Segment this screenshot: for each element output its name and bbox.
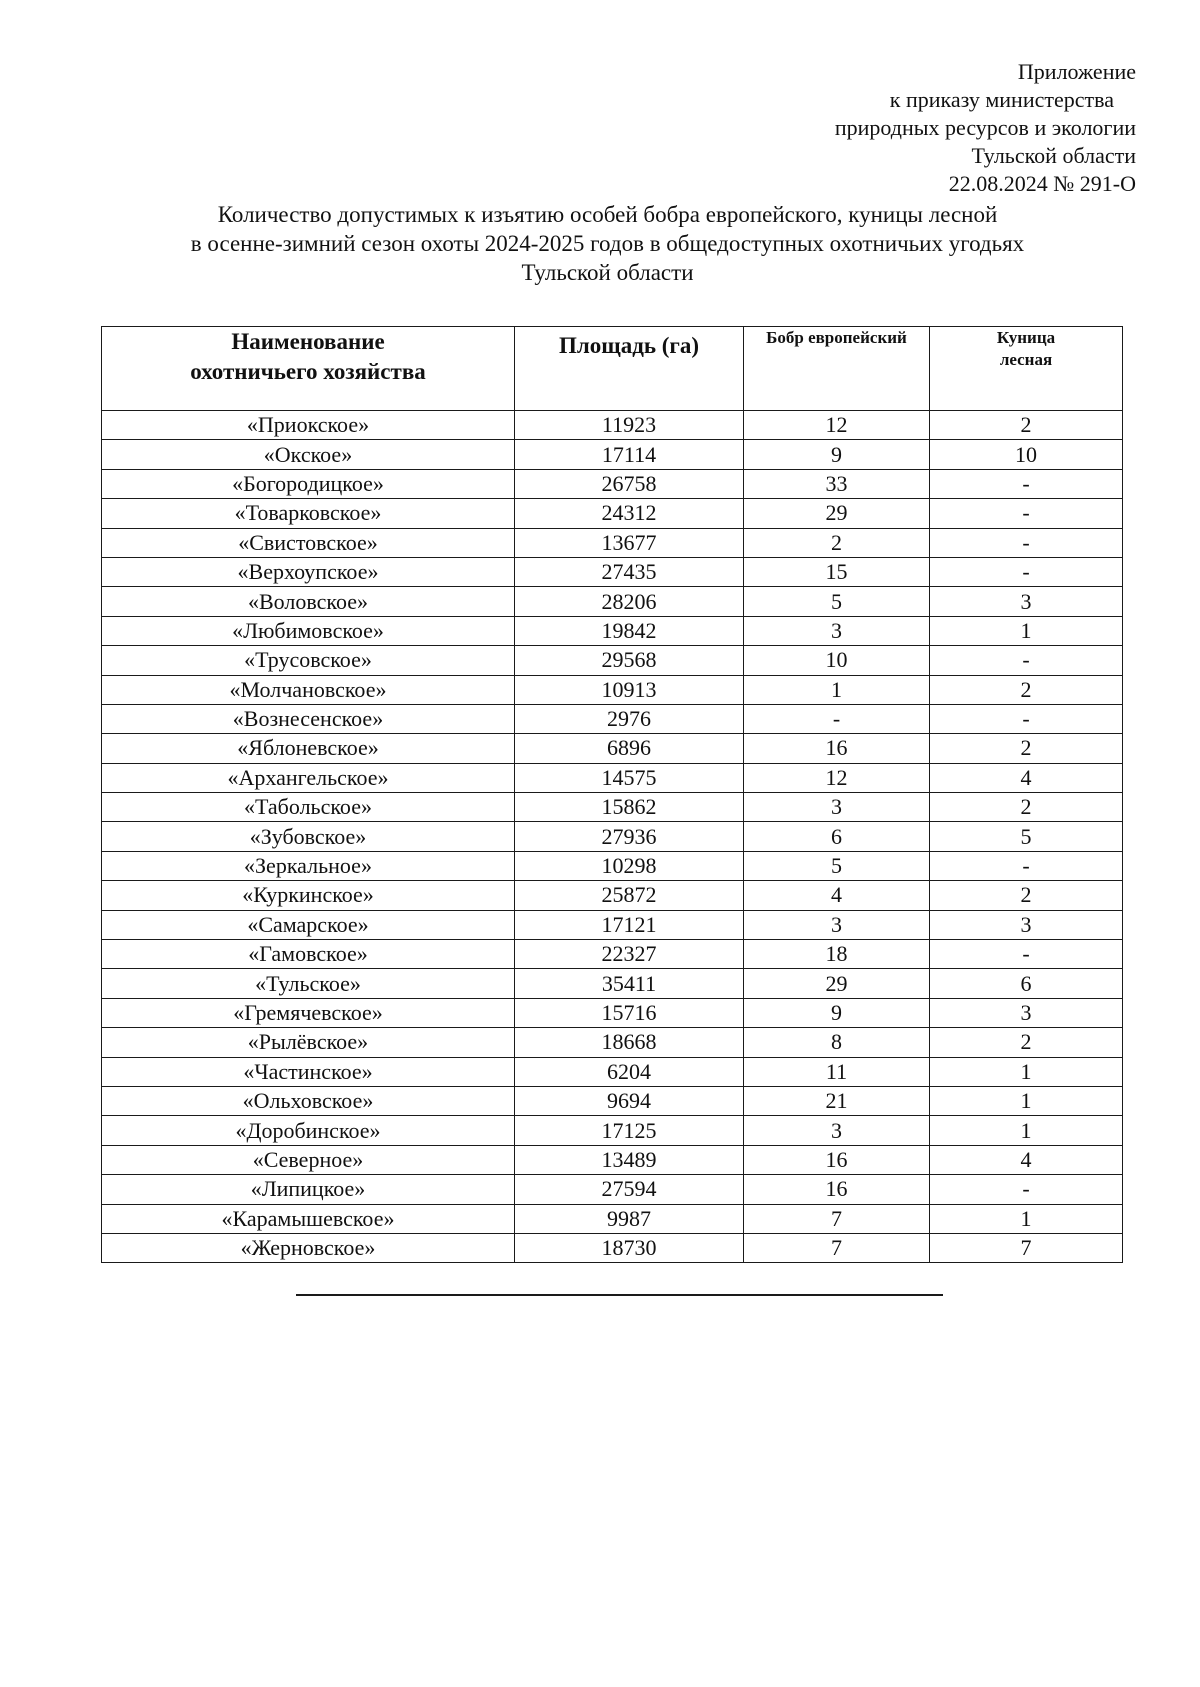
area-cell: 29568 [515,646,744,675]
hunting-farm-name-cell: «Приокское» [102,411,515,440]
area-cell: 6896 [515,734,744,763]
quota-table [101,326,1123,1263]
beaver-count-cell: 3 [744,793,930,822]
area-cell: 18730 [515,1233,744,1262]
area-cell: 10913 [515,675,744,704]
marten-count-cell: 10 [930,440,1123,469]
beaver-count-cell: 3 [744,1116,930,1145]
beaver-count-cell: 12 [744,411,930,440]
beaver-count-cell: 16 [744,1145,930,1174]
table-row [102,1233,1123,1262]
area-cell: 11923 [515,411,744,440]
area-cell: 17121 [515,910,744,939]
marten-count-cell: - [930,557,1123,586]
area-cell: 18668 [515,1028,744,1057]
hunting-farm-name-cell: «Частинское» [102,1057,515,1086]
area-cell: 14575 [515,763,744,792]
area-cell: 27435 [515,557,744,586]
area-cell: 15716 [515,998,744,1027]
marten-count-cell: - [930,646,1123,675]
table-row [102,440,1123,469]
area-cell: 9694 [515,1086,744,1115]
beaver-count-cell: 16 [744,1175,930,1204]
header-beaver: Бобр европейский [744,327,930,411]
hunting-farm-name-cell: «Доробинское» [102,1116,515,1145]
marten-count-cell: 1 [930,1086,1123,1115]
beaver-count-cell: 21 [744,1086,930,1115]
table-row [102,469,1123,498]
hunting-farm-name-cell: «Самарское» [102,910,515,939]
beaver-count-cell: 11 [744,1057,930,1086]
beaver-count-cell: 1 [744,675,930,704]
marten-count-cell: 3 [930,587,1123,616]
hunting-farm-name-cell: «Гремячевское» [102,998,515,1027]
hunting-farm-name-cell: «Архангельское» [102,763,515,792]
marten-count-cell: 2 [930,675,1123,704]
marten-count-cell: - [930,851,1123,880]
area-cell: 15862 [515,793,744,822]
area-cell: 27594 [515,1175,744,1204]
table-row [102,998,1123,1027]
hunting-farm-name-cell: «Табольское» [102,793,515,822]
marten-count-cell: 1 [930,616,1123,645]
beaver-count-cell: 9 [744,998,930,1027]
beaver-count-cell: - [744,704,930,733]
hunting-farm-name-cell: «Карамышевское» [102,1204,515,1233]
table-row [102,969,1123,998]
hunting-farm-name-cell: «Трусовское» [102,646,515,675]
hunting-farm-name-cell: «Тульское» [102,969,515,998]
area-cell: 13489 [515,1145,744,1174]
table-row [102,1175,1123,1204]
table-row [102,940,1123,969]
hunting-farm-name-cell: «Ольховское» [102,1086,515,1115]
beaver-count-cell: 9 [744,440,930,469]
table-row [102,1086,1123,1115]
area-cell: 17114 [515,440,744,469]
table-row [102,910,1123,939]
area-cell: 24312 [515,499,744,528]
beaver-count-cell: 33 [744,469,930,498]
beaver-count-cell: 3 [744,910,930,939]
hunting-farm-name-cell: «Любимовское» [102,616,515,645]
table-row [102,1145,1123,1174]
area-cell: 26758 [515,469,744,498]
marten-count-cell: 2 [930,881,1123,910]
beaver-count-cell: 16 [744,734,930,763]
marten-count-cell: 2 [930,1028,1123,1057]
beaver-count-cell: 8 [744,1028,930,1057]
hunting-farm-name-cell: «Воловское» [102,587,515,616]
beaver-count-cell: 15 [744,557,930,586]
area-cell: 22327 [515,940,744,969]
beaver-count-cell: 7 [744,1233,930,1262]
appendix-label: Приложение [1017,59,1136,84]
table-row [102,881,1123,910]
marten-count-cell: 1 [930,1116,1123,1145]
appendix-order-ref: к приказу министерства [889,87,1114,112]
beaver-count-cell: 5 [744,851,930,880]
table-row [102,1057,1123,1086]
marten-count-cell: 4 [930,1145,1123,1174]
beaver-count-cell: 12 [744,763,930,792]
hunting-farm-name-cell: «Товарковское» [102,499,515,528]
header-marten: Куница лесная [930,327,1123,411]
marten-count-cell: 6 [930,969,1123,998]
table-row [102,734,1123,763]
area-cell: 27936 [515,822,744,851]
header-hunting-farm-name: Наименование охотничьего хозяйства [102,327,515,411]
appendix-region: Тульской области [971,143,1136,168]
marten-count-cell: 2 [930,734,1123,763]
table-row [102,499,1123,528]
appendix-order-date-number: 22.08.2024 № 291-О [948,171,1136,196]
closing-rule [296,1294,943,1296]
beaver-count-cell: 7 [744,1204,930,1233]
hunting-farm-name-cell: «Свистовское» [102,528,515,557]
beaver-count-cell: 10 [744,646,930,675]
area-cell: 9987 [515,1204,744,1233]
marten-count-cell: - [930,499,1123,528]
table-row [102,1204,1123,1233]
hunting-farm-name-cell: «Зубовское» [102,822,515,851]
table-row [102,1028,1123,1057]
header-area: Площадь (га) [515,327,744,411]
area-cell: 28206 [515,587,744,616]
hunting-farm-name-cell: «Северное» [102,1145,515,1174]
area-cell: 25872 [515,881,744,910]
hunting-farm-name-cell: «Богородицкое» [102,469,515,498]
marten-count-cell: - [930,704,1123,733]
marten-count-cell: - [930,528,1123,557]
area-cell: 17125 [515,1116,744,1145]
table-row [102,763,1123,792]
beaver-count-cell: 5 [744,587,930,616]
marten-count-cell: - [930,1175,1123,1204]
beaver-count-cell: 3 [744,616,930,645]
hunting-farm-name-cell: «Зеркальное» [102,851,515,880]
document-title [100,200,1115,287]
hunting-farm-name-cell: «Вознесенское» [102,704,515,733]
marten-count-cell: 1 [930,1204,1123,1233]
hunting-farm-name-cell: «Окское» [102,440,515,469]
area-cell: 19842 [515,616,744,645]
marten-count-cell: - [930,469,1123,498]
table-header-row [102,327,1123,411]
beaver-count-cell: 2 [744,528,930,557]
marten-count-cell: 5 [930,822,1123,851]
area-cell: 6204 [515,1057,744,1086]
hunting-farm-name-cell: «Гамовское» [102,940,515,969]
beaver-count-cell: 18 [744,940,930,969]
beaver-count-cell: 29 [744,499,930,528]
title-line: Количество допустимых к изъятию особей бобра европейского, куницы лесной [217,202,998,227]
area-cell: 10298 [515,851,744,880]
beaver-count-cell: 29 [744,969,930,998]
hunting-farm-name-cell: «Яблоневское» [102,734,515,763]
marten-count-cell: 1 [930,1057,1123,1086]
table-row [102,793,1123,822]
marten-count-cell: 4 [930,763,1123,792]
title-line: в осенне-зимний сезон охоты 2024-2025 годов в общедоступных охотничьих угодьях [190,231,1025,256]
appendix-header [835,58,1136,198]
area-cell: 13677 [515,528,744,557]
title-line: Тульской области [521,260,694,285]
hunting-farm-name-cell: «Рылёвское» [102,1028,515,1057]
table-row [102,587,1123,616]
table-row [102,822,1123,851]
marten-count-cell: 2 [930,793,1123,822]
marten-count-cell: 2 [930,411,1123,440]
table-row [102,675,1123,704]
hunting-farm-name-cell: «Жерновское» [102,1233,515,1262]
table-row [102,646,1123,675]
table-body [102,411,1123,1263]
hunting-farm-name-cell: «Верхоупское» [102,557,515,586]
area-cell: 2976 [515,704,744,733]
hunting-farm-name-cell: «Куркинское» [102,881,515,910]
marten-count-cell: 3 [930,998,1123,1027]
table-row [102,557,1123,586]
hunting-farm-name-cell: «Молчановское» [102,675,515,704]
hunting-farm-name-cell: «Липицкое» [102,1175,515,1204]
table-row [102,851,1123,880]
appendix-ministry: природных ресурсов и экологии [834,115,1136,140]
marten-count-cell: 3 [930,910,1123,939]
table-row [102,1116,1123,1145]
beaver-count-cell: 6 [744,822,930,851]
table-row [102,528,1123,557]
beaver-count-cell: 4 [744,881,930,910]
area-cell: 35411 [515,969,744,998]
table-row [102,704,1123,733]
marten-count-cell: - [930,940,1123,969]
table-row [102,411,1123,440]
table-row [102,616,1123,645]
marten-count-cell: 7 [930,1233,1123,1262]
